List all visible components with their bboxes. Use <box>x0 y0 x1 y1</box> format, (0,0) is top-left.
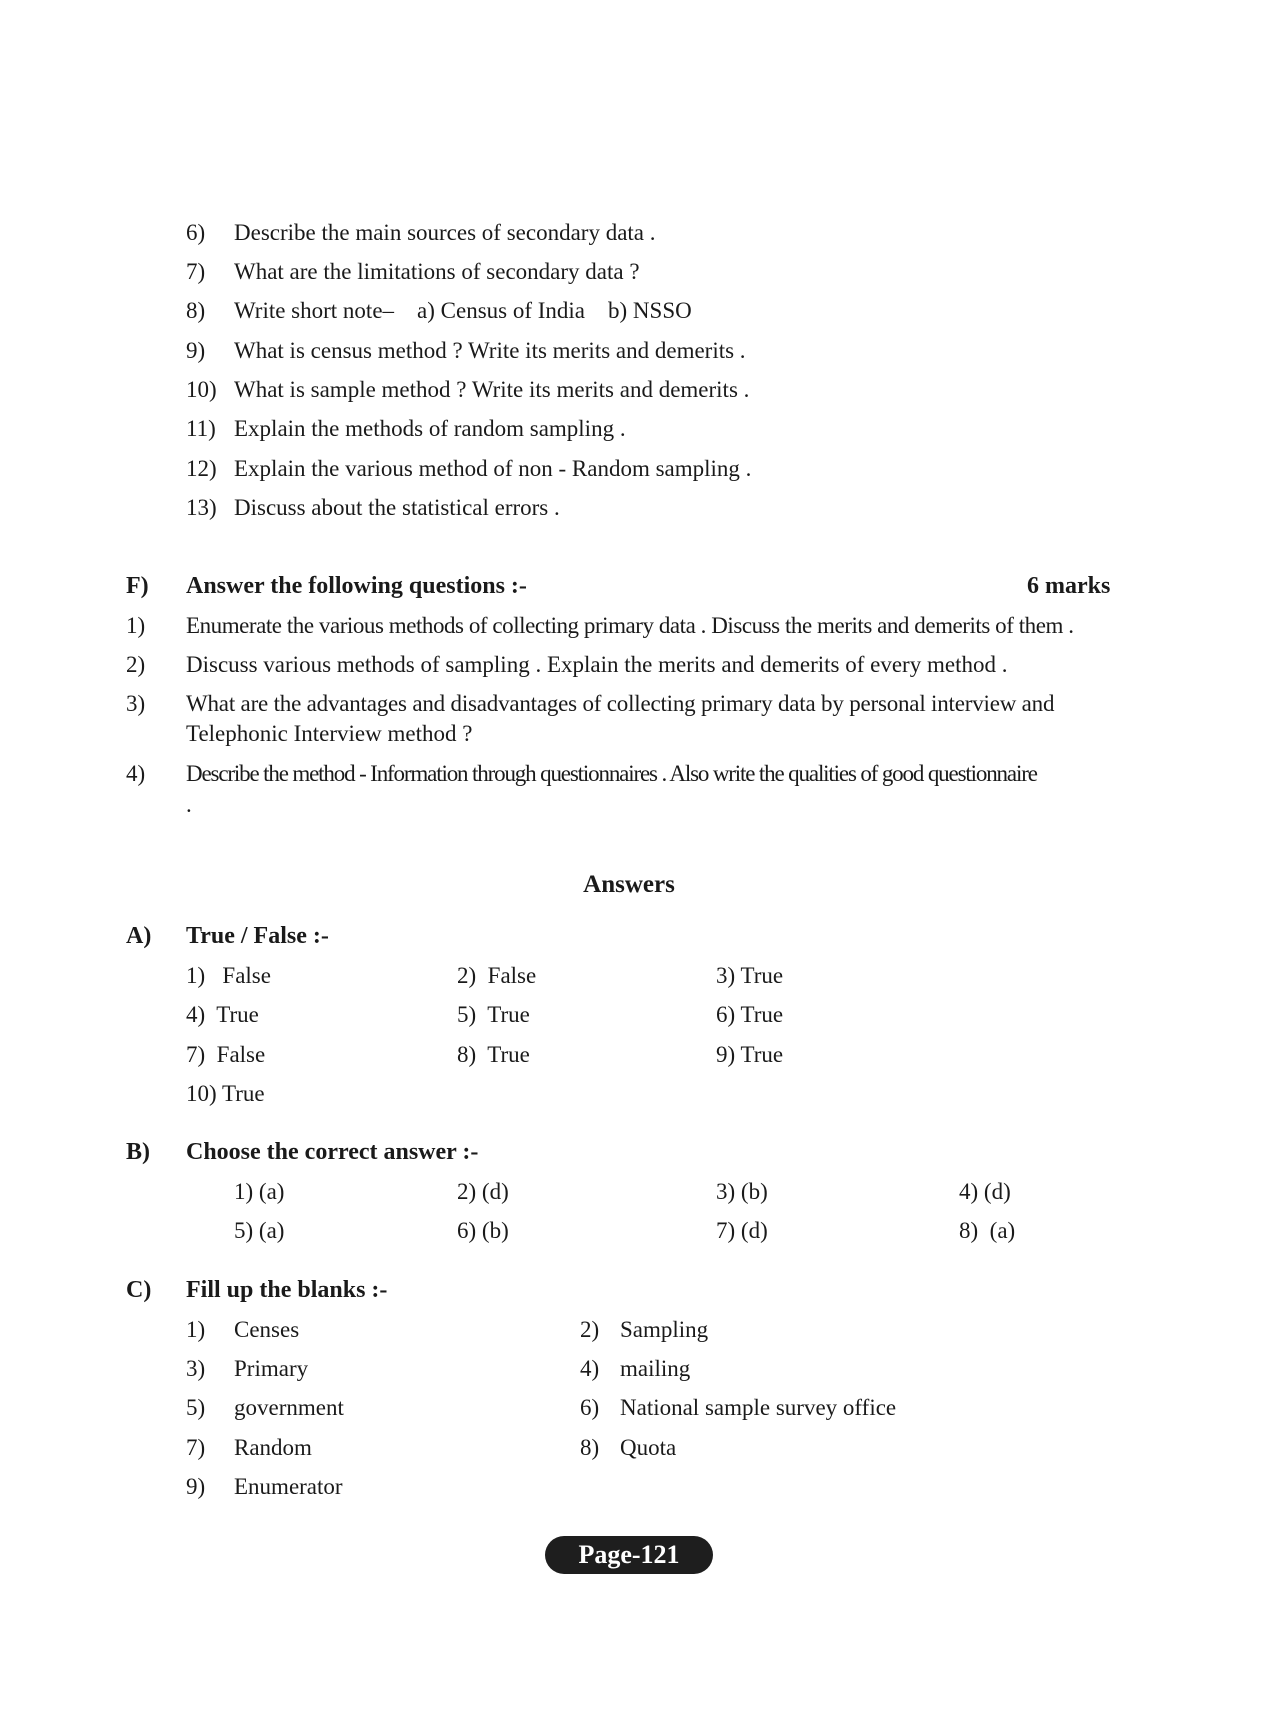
question-text: Describe the method - Information through questionnaires . Also write the qualities of good questionnaire <box>186 761 1037 786</box>
question-number: 4) <box>126 761 146 786</box>
answer-number: 8) <box>580 1435 600 1460</box>
answer-item: 8) True <box>457 1042 530 1067</box>
answer-text: Enumerator <box>234 1474 343 1499</box>
answer-item: 2) False <box>457 963 537 988</box>
question-text-continued: Telephonic Interview method ? <box>186 721 473 746</box>
section-title: True / False :- <box>186 923 329 949</box>
answer-item: 8) (a) <box>959 1218 1016 1243</box>
answer-text: Quota <box>620 1435 677 1460</box>
answer-item: 1) (a) <box>234 1179 285 1204</box>
question-text: What is census method ? Write its merits and demerits . <box>234 338 746 363</box>
answer-number: 7) <box>186 1435 206 1460</box>
section-letter: F) <box>126 573 149 599</box>
page-number-badge: Page-121 <box>545 1536 713 1574</box>
answer-text: National sample survey office <box>620 1395 897 1420</box>
answer-item: 10) True <box>186 1081 265 1106</box>
answer-number: 2) <box>580 1317 600 1342</box>
question-number: 11) <box>186 416 216 441</box>
question-text: What are the advantages and disadvantages of collecting primary data by personal interview and <box>186 691 1055 716</box>
question-text: Write short note– a) Census of India b) NSSO <box>234 298 692 323</box>
question-text: Explain the various method of non - Random sampling . <box>234 456 752 481</box>
answer-item: 6) (b) <box>457 1218 509 1243</box>
question-number: 8) <box>186 298 206 323</box>
question-number: 1) <box>126 613 146 638</box>
answer-text: Sampling <box>620 1317 709 1342</box>
answer-item: 9) True <box>716 1042 784 1067</box>
section-marks: 6 marks <box>1027 573 1111 599</box>
question-text: Describe the main sources of secondary data . <box>234 220 656 245</box>
answer-text: government <box>234 1395 344 1420</box>
section-title: Choose the correct answer :- <box>186 1139 479 1165</box>
answer-text: Primary <box>234 1356 309 1381</box>
answer-text: Random <box>234 1435 312 1460</box>
answer-number: 5) <box>186 1395 206 1420</box>
question-number: 12) <box>186 456 217 481</box>
answer-text: mailing <box>620 1356 691 1381</box>
section-letter: C) <box>126 1277 152 1303</box>
answer-number: 3) <box>186 1356 206 1381</box>
answer-item: 2) (d) <box>457 1179 509 1204</box>
answer-item: 3) True <box>716 963 784 988</box>
section-title: Fill up the blanks :- <box>186 1277 388 1303</box>
answer-item: 7) False <box>186 1042 266 1067</box>
answer-item: 6) True <box>716 1002 784 1027</box>
question-text: What are the limitations of secondary data ? <box>234 259 640 284</box>
section-title: Answer the following questions :- <box>186 573 527 599</box>
answer-number: 9) <box>186 1474 206 1499</box>
answer-item: 7) (d) <box>716 1218 768 1243</box>
section-letter: A) <box>126 923 152 949</box>
question-number: 2) <box>126 652 146 677</box>
question-number: 7) <box>186 259 206 284</box>
answer-number: 4) <box>580 1356 600 1381</box>
answers-heading: Answers <box>583 871 675 898</box>
answer-item: 4) (d) <box>959 1179 1011 1204</box>
answer-item: 5) True <box>457 1002 530 1027</box>
question-number: 9) <box>186 338 206 363</box>
question-text: Enumerate the various methods of collecting primary data . Discuss the merits and demerits of them . <box>186 613 1074 638</box>
question-text: Discuss various methods of sampling . Explain the merits and demerits of every method . <box>186 652 1008 677</box>
question-text-continued: . <box>186 792 192 817</box>
question-number: 10) <box>186 377 217 402</box>
question-number: 13) <box>186 495 217 520</box>
answer-text: Censes <box>234 1317 300 1342</box>
answer-number: 6) <box>580 1395 600 1420</box>
answer-number: 1) <box>186 1317 206 1342</box>
answer-item: 1) False <box>186 963 271 988</box>
section-letter: B) <box>126 1139 150 1165</box>
question-text: Discuss about the statistical errors . <box>234 495 560 520</box>
question-text: What is sample method ? Write its merits and demerits . <box>234 377 750 402</box>
question-number: 6) <box>186 220 206 245</box>
question-text: Explain the methods of random sampling . <box>234 416 626 441</box>
question-number: 3) <box>126 691 146 716</box>
answer-item: 4) True <box>186 1002 259 1027</box>
answer-item: 5) (a) <box>234 1218 285 1243</box>
answer-item: 3) (b) <box>716 1179 768 1204</box>
